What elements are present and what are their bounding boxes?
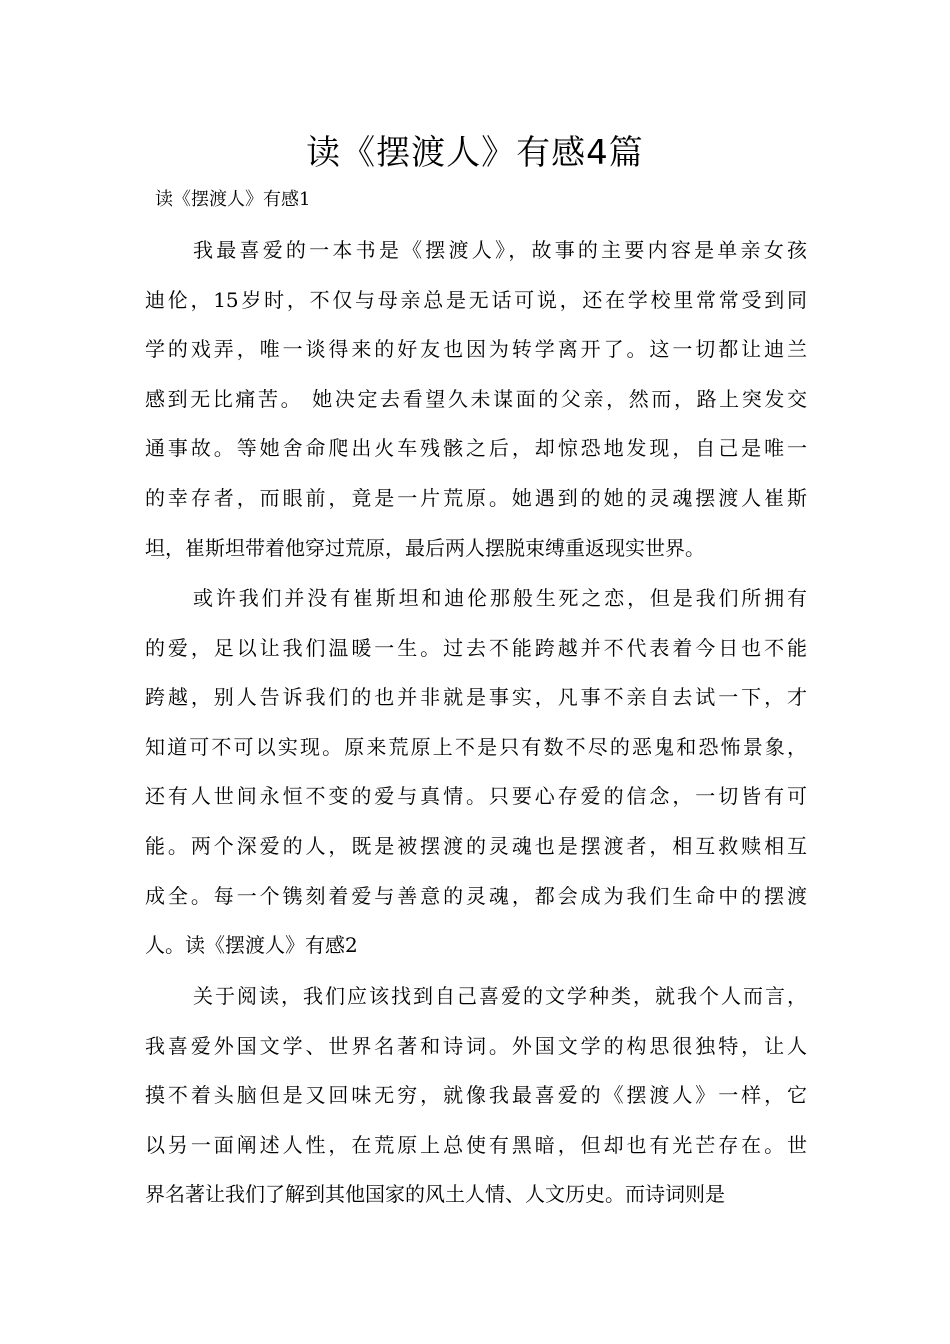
section-heading-1: 读《摆渡人》有感1 xyxy=(155,189,311,210)
paragraph-line: 坦，崔斯坦带着他穿过荒原，最后两人摆脱束缚重返现实世界。 xyxy=(145,535,705,560)
paragraph-line: 的爱，足以让我们温暖一生。过去不能跨越并不代表着今日也不能 xyxy=(145,635,807,660)
paragraph-line: 我喜爱外国文学、世界名著和诗词。外国文学的构思很独特，让人 xyxy=(145,1033,807,1058)
paragraph-line: 我最喜爱的一本书是《摆渡人》，故事的主要内容是单亲女孩 xyxy=(193,238,807,262)
paragraph-line: 的幸存者，而眼前，竟是一片荒原。她遇到的她的灵魂摆渡人崔斯 xyxy=(145,485,807,510)
paragraph-2 xyxy=(145,574,807,971)
paragraph-line: 或许我们并没有崔斯坦和迪伦那般生死之恋，但是我们所拥有 xyxy=(193,586,807,610)
paragraph-line: 能。两个深爱的人，既是被摆渡的灵魂也是摆渡者，相互救赎相互 xyxy=(145,833,807,858)
document-title: 读《摆渡人》有感4篇 xyxy=(306,133,644,173)
paragraph-line: 学的戏弄，唯一谈得来的好友也因为转学离开了。这一切都让迪兰 xyxy=(145,337,807,362)
paragraph-line: 还有人世间永恒不变的爱与真情。只要心存爱的信念，一切皆有可 xyxy=(145,784,807,809)
paragraph-line: 迪伦，15岁时，不仅与母亲总是无话可说，还在学校里常常受到同 xyxy=(145,287,807,312)
paragraph-line: 通事故。等她舍命爬出火车残骸之后，却惊恐地发现，自己是唯一 xyxy=(145,436,807,461)
paragraph-line: 摸不着头脑但是又回味无穷，就像我最喜爱的《摆渡人》一样，它 xyxy=(145,1083,807,1108)
paragraph-line: 以另一面阐述人性，在荒原上总使有黑暗，但却也有光芒存在。世 xyxy=(145,1132,807,1157)
paragraph-line: 感到无比痛苦。 她决定去看望久未谋面的父亲，然而，路上突发交 xyxy=(145,386,807,411)
paragraph-line: 关于阅读，我们应该找到自己喜爱的文学种类，就我个人而言， xyxy=(193,984,807,1008)
paragraph-3 xyxy=(145,972,807,1220)
paragraph-line: 界名著让我们了解到其他国家的风土人情、人文历史。而诗词则是 xyxy=(145,1182,725,1207)
paragraph-line: 跨越，别人告诉我们的也并非就是事实，凡事不亲自去试一下，才 xyxy=(145,685,807,710)
paragraph-line: 知道可不可以实现。原来荒原上不是只有数不尽的恶鬼和恐怖景象， xyxy=(145,734,807,759)
paragraph-line: 人。读《摆渡人》有感2 xyxy=(145,933,358,958)
paragraph-1 xyxy=(145,226,807,573)
paragraph-line: 成全。每一个镌刻着爱与善意的灵魂，都会成为我们生命中的摆渡 xyxy=(145,883,807,908)
